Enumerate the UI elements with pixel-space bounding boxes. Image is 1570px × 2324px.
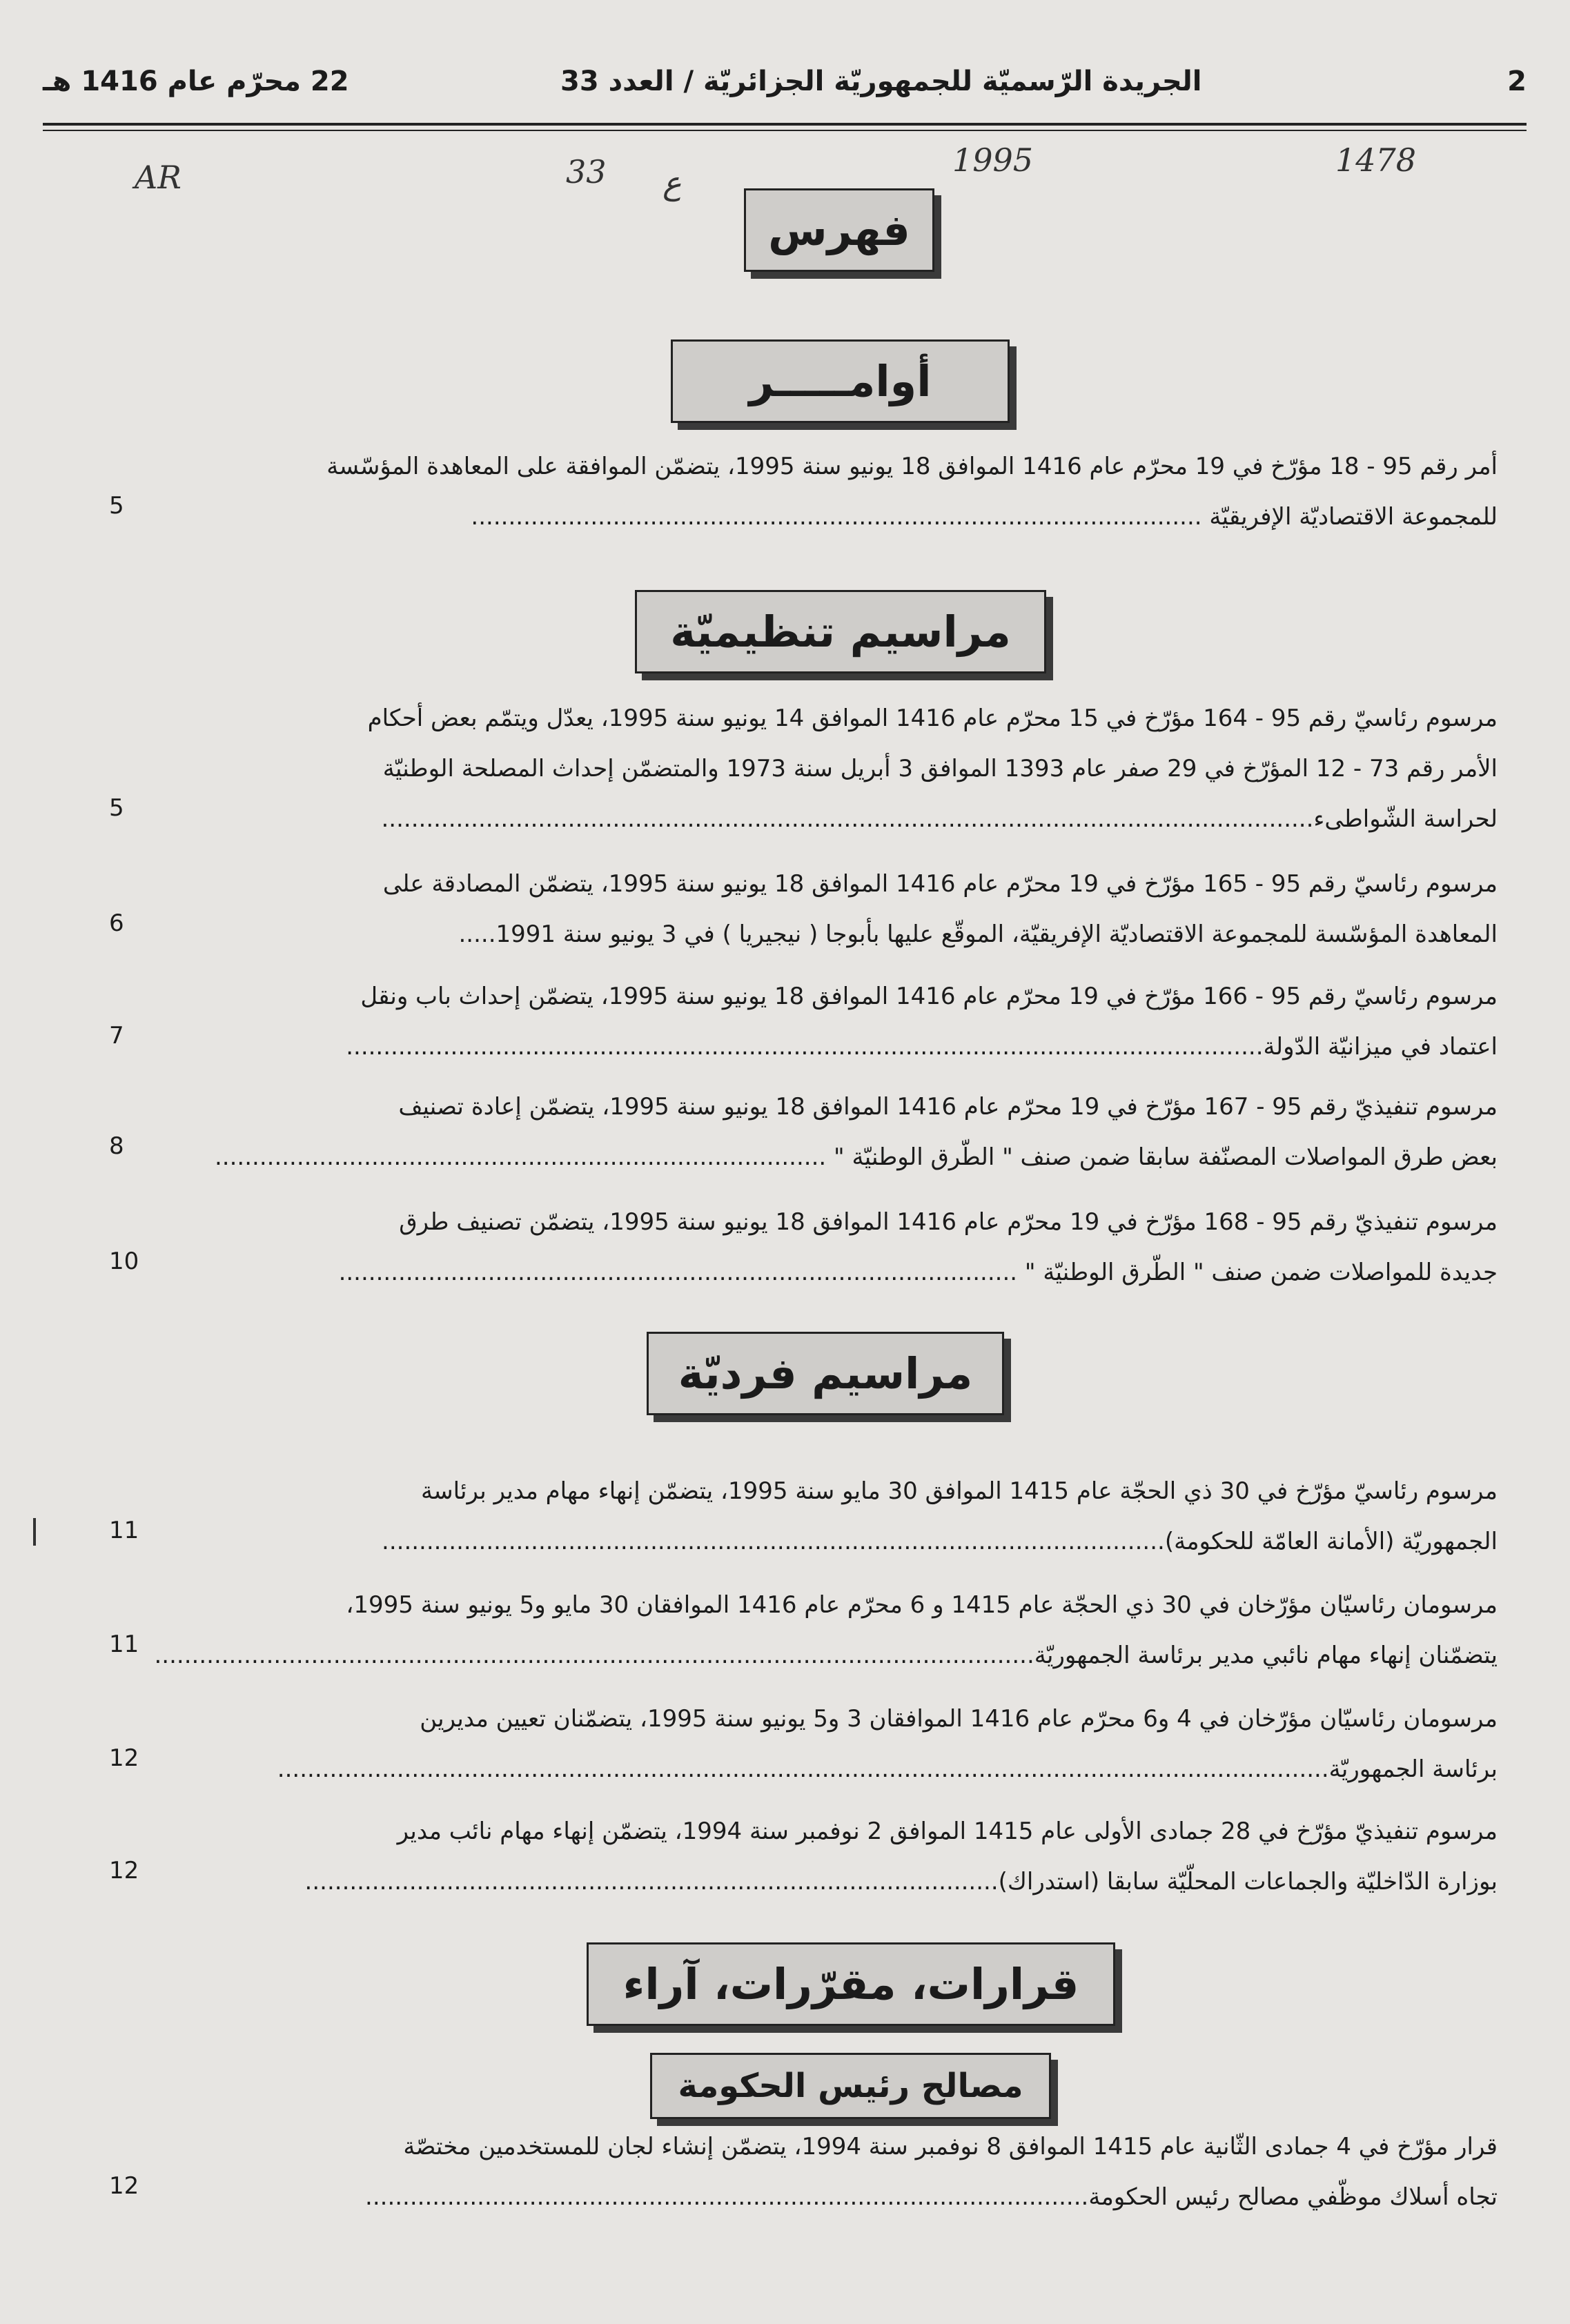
entry-page-number: 7 [109,1022,124,1050]
section-orders-title: أوامـــــر [749,356,932,406]
entry-line: مرسوم تنفيذيّ رقم 95 - 167 مؤرّخ في 19 محرّم عام 1416 الموافق 18 يونيو سنة 1995، يتضمّن إعادة تصنيف [398,1093,1498,1121]
entry-page-number: 12 [109,2172,139,2200]
entry-line-dotted: بعض طرق المواصلات المصنّفة سابقا ضمن صنف " الطّرق الوطنيّة " .................................................................................. [214,1143,1498,1171]
entry-line: مرسوم رئاسيّ رقم 95 - 165 مؤرّخ في 19 محرّم عام 1416 الموافق 18 يونيو سنة 1995، يتضمّن المصادقة على [382,870,1498,898]
section-decisions-box [587,1942,1115,2026]
entry-page-number: 10 [109,1248,139,1275]
entry-line: مرسوم رئاسيّ مؤرّخ في 30 ذي الحجّة عام 1415 الموافق 30 مايو سنة 1995، يتضمّن إنهاء مهام مدير برئاسة [420,1477,1498,1505]
header-rule [43,123,1527,126]
entry-line-dotted: يتضمّنان إنهاء مهام نائبي مدير برئاسة الجمهوريّة...................................................................................................................... [154,1642,1498,1669]
handwritten-note-b: 33 [566,153,607,190]
entry-page-number: 12 [109,1857,139,1884]
toc-entry [109,442,1498,542]
section-pm-services-box [650,2053,1051,2119]
entry-page-number: 6 [109,909,124,937]
entry-line: مرسوم تنفيذيّ رقم 95 - 168 مؤرّخ في 19 محرّم عام 1416 الموافق 18 يونيو سنة 1995، يتضمّن تصنيف طرق [399,1208,1498,1236]
handwritten-note-d: 1995 [952,141,1034,179]
section-orders-box [671,339,1010,423]
section-decisions-title: قرارات، مقرّرات، آراء [622,1959,1079,2009]
section-index-box [744,188,934,272]
entry-line: الأمر رقم 73 - 12 المؤرّخ في 29 صفر عام 1393 الموافق 3 أبريل سنة 1973 والمتضمّن إحداث المصلحة الوطنيّة [382,755,1498,782]
entry-page-number: 11 [109,1517,139,1544]
entry-line: مرسومان رئاسيّان مؤرّخان في 30 ذي الحجّة عام 1415 و 6 محرّم عام 1416 الموافقان 30 مايو و5 يونيو سنة 1995، [346,1591,1498,1619]
header-title: الجريدة الرّسميّة للجمهوريّة الجزائريّة / العدد 33 [560,66,1202,97]
entry-page-number: 5 [109,794,124,822]
entry-line: مرسوم تنفيذيّ مؤرّخ في 28 جمادى الأولى عام 1415 الموافق 2 نوفمبر سنة 1994، يتضمّن إنهاء مهام نائب مدير [397,1818,1498,1845]
entry-line-dotted: بوزارة الدّاخليّة والجماعات المحلّيّة سابقا (استدراك)............................................................................................. [304,1868,1498,1895]
handwritten-note-a: AR [135,159,181,196]
header-date: 22 محرّم عام 1416 هـ [43,66,349,97]
entry-line-dotted: المعاهدة المؤسّسة للمجموعة الاقتصاديّة الإفريقيّة، الموقّع عليها بأبوجا ( نيجيريا ) في 3 يونيو سنة 1991..... [458,920,1498,948]
header-rule-thin [43,130,1527,131]
entry-line-dotted: الجمهوريّة (الأمانة العامّة للحكومة)......................................................................................................... [382,1528,1498,1555]
header-page-number: 2 [1507,66,1527,97]
entry-line: قرار مؤرّخ في 4 جمادى الثّانية عام 1415 الموافق 8 نوفمبر سنة 1994، يتضمّن إنشاء لجان للمستخدمين مختصّة [403,2133,1498,2160]
entry-page-number: 5 [109,492,124,520]
toc-entry [109,1082,1498,1183]
entry-page-number: 11 [109,1631,139,1658]
entry-line: أمر رقم 95 - 18 مؤرّخ في 19 محرّم عام 1416 الموافق 18 يونيو سنة 1995، يتضمّن الموافقة على المعاهدة المؤسّسة [326,453,1498,480]
entry-line-dotted: برئاسة الجمهوريّة............................................................................................................................................. [277,1755,1498,1783]
toc-entry [109,1466,1498,1567]
toc-entry [109,859,1498,960]
entry-page-number: 8 [109,1132,124,1160]
entry-line-dotted: لحراسة الشّواطىء............................................................................................................................. [381,805,1498,833]
toc-entry [109,1580,1498,1681]
section-regulatory-title: مراسيم تنظيميّة [670,607,1011,657]
page-header [43,66,1527,114]
section-individual-title: مراسيم فرديّة [678,1348,973,1399]
section-regulatory-box [635,590,1046,673]
entry-line-dotted: اعتماد في ميزانيّة الدّولة........................................................................................................................... [346,1033,1498,1061]
toc-entry [109,1197,1498,1298]
entry-line: مرسوم رئاسيّ رقم 95 - 164 مؤرّخ في 15 محرّم عام 1416 الموافق 14 يونيو سنة 1995، يعدّل ويتمّم بعض أحكام [367,705,1498,732]
toc-entry [109,693,1498,845]
toc-entry [109,972,1498,1072]
toc-entry [109,1694,1498,1795]
entry-line: مرسومان رئاسيّان مؤرّخان في 4 و6 محرّم عام 1416 الموافقان 3 و5 يونيو سنة 1995، يتضمّنان تعيين مديرين [420,1705,1498,1733]
section-pm-services-title: مصالح رئيس الحكومة [678,2067,1023,2105]
toc-entry [109,1806,1498,1907]
handwritten-note-c: ع [663,164,682,201]
entry-line-dotted: تجاه أسلاك موظّفي مصالح رئيس الحكومة................................................................................................. [365,2183,1498,2211]
entry-line-dotted: جديدة للمواصلات ضمن صنف " الطّرق الوطنيّة " ........................................................................................... [338,1259,1498,1286]
section-individual-box [647,1332,1004,1415]
section-index-title: فهرس [768,205,910,255]
margin-mark [33,1518,36,1546]
entry-page-number: 12 [109,1744,139,1772]
entry-line-dotted: للمجموعة الاقتصاديّة الإفريقيّة .................................................................................................. [471,503,1498,531]
entry-line: مرسوم رئاسيّ رقم 95 - 166 مؤرّخ في 19 محرّم عام 1416 الموافق 18 يونيو سنة 1995، يتضمّن إحداث باب ونقل [360,983,1498,1010]
handwritten-note-e: 1478 [1335,141,1417,179]
toc-entry [109,2122,1498,2223]
